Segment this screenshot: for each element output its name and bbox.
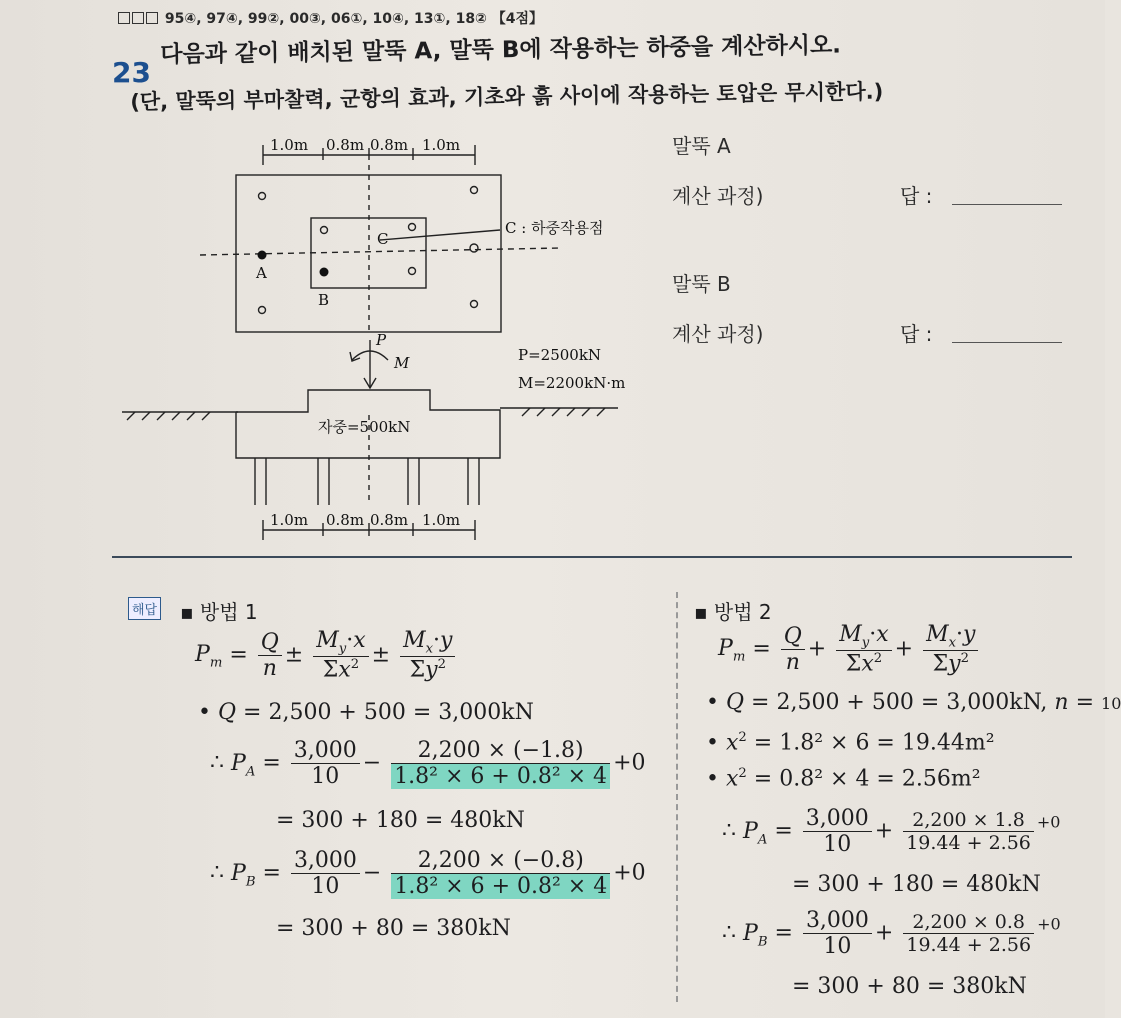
label-pile-b: B <box>318 291 330 309</box>
pile-a-title: 말뚝 A <box>672 134 731 158</box>
m2-pb-result: = 300 + 80 = 380kN <box>792 974 1027 999</box>
label-m: M <box>394 354 410 372</box>
column-divider <box>676 592 678 1002</box>
m1-pa-line: ∴ $P_A$ = $\frac{3,000}{10}$ − $\frac{2,200 \times (-1.8)}{\text{1.8² × 6 + 0.8² × 4}}$ +0 <box>210 738 646 789</box>
method-2-title: ▪ 방법 2 <box>694 600 772 624</box>
pile-a-process: 계산 과정) <box>672 184 764 208</box>
m2-pa-line: ∴ $P_A$ = $\frac{3,000}{10}$ + $\frac{2,200 \times 1.8}{19.44 + 2.56}$ $^{+0}$ <box>722 806 1061 857</box>
pile-b-title: 말뚝 B <box>672 272 731 296</box>
m1-pb-line: ∴ $P_B$ = $\frac{3,000}{10}$ − $\frac{2,200 \times (-0.8)}{\text{1.8² × 6 + 0.8² × 4}}$ +0 <box>210 848 646 899</box>
section-divider <box>112 556 1072 558</box>
question-note: (단, 말뚝의 부마찰력, 군항의 효과, 기초와 흙 사이에 작용하는 토압은 무시한다.) <box>130 79 884 114</box>
exam-history: 95④, 97④, 99②, 00③, 06①, 10④, 13①, 18② 【4점】 <box>118 8 543 28</box>
method-1-title: ▪ 방법 1 <box>180 600 258 624</box>
pile-b-answer-label: 답 : <box>900 322 933 346</box>
dim-bottom-4: 1.0m <box>422 511 461 529</box>
m2-q-line: • Q = 2,500 + 500 = 3,000kN, n = 10 <box>706 690 1121 715</box>
pile-a-answer-line <box>952 204 1062 205</box>
m1-pb-result: = 300 + 80 = 380kN <box>276 916 511 941</box>
m2-formula: $P_m$ = $\frac{Q}{n}$ + $\frac{M_y\cdot x}{\Sigma x^2}$ + $\frac{M_x\cdot y}{\Sigma y^2}$ <box>718 622 981 677</box>
question-number: 23 <box>112 56 151 89</box>
dim-top-3: 0.8m <box>370 136 409 154</box>
solution-badge: 해답 <box>128 597 161 620</box>
self-weight: 자중=500kN <box>318 418 411 436</box>
pile-a-answer-label: 답 : <box>900 184 933 208</box>
dim-bottom-3: 0.8m <box>370 511 409 529</box>
m2-x2-line-2: • $x^2 = 0.8^2 \times 4 = 2.56m^2$ <box>706 766 981 792</box>
label-pile-a: A <box>256 264 267 282</box>
dim-top-1: 1.0m <box>270 136 309 154</box>
dim-bottom-1: 1.0m <box>270 511 309 529</box>
m1-q-line: • Q = 2,500 + 500 = 3,000kN <box>198 700 534 725</box>
dim-bottom-2: 0.8m <box>326 511 365 529</box>
pile-b-answer-line <box>952 342 1062 343</box>
question-text: 다음과 같이 배치된 말뚝 A, 말뚝 B에 작용하는 하중을 계산하시오. <box>160 32 842 68</box>
load-p-value: P=2500kN <box>518 346 602 364</box>
pile-b-process: 계산 과정) <box>672 322 764 346</box>
dim-top-4: 1.0m <box>422 136 461 154</box>
m2-pa-result: = 300 + 180 = 480kN <box>792 872 1041 897</box>
load-m-value: M=2200kN·m <box>518 374 626 392</box>
m2-x2-line-1: • $x^2 = 1.8^2 \times 6 = 19.44m^2$ <box>706 730 995 756</box>
m2-pb-line: ∴ $P_B$ = $\frac{3,000}{10}$ + $\frac{2,200 \times 0.8}{19.44 + 2.56}$ $^{+0}$ <box>722 908 1061 959</box>
m1-formula: $P_m$ = $\frac{Q}{n}$ ± $\frac{M_y\cdot x}{\Sigma x^2}$ ± $\frac{M_x\cdot y}{\Sigma y^2}$ <box>195 628 458 683</box>
load-point-label: C : 하중작용점 <box>505 219 604 237</box>
dim-top-2: 0.8m <box>326 136 365 154</box>
label-point-c: C <box>377 230 389 248</box>
m1-pa-result: = 300 + 180 = 480kN <box>276 808 525 833</box>
label-p: P <box>376 331 387 349</box>
pile-foundation-diagram <box>0 0 700 560</box>
